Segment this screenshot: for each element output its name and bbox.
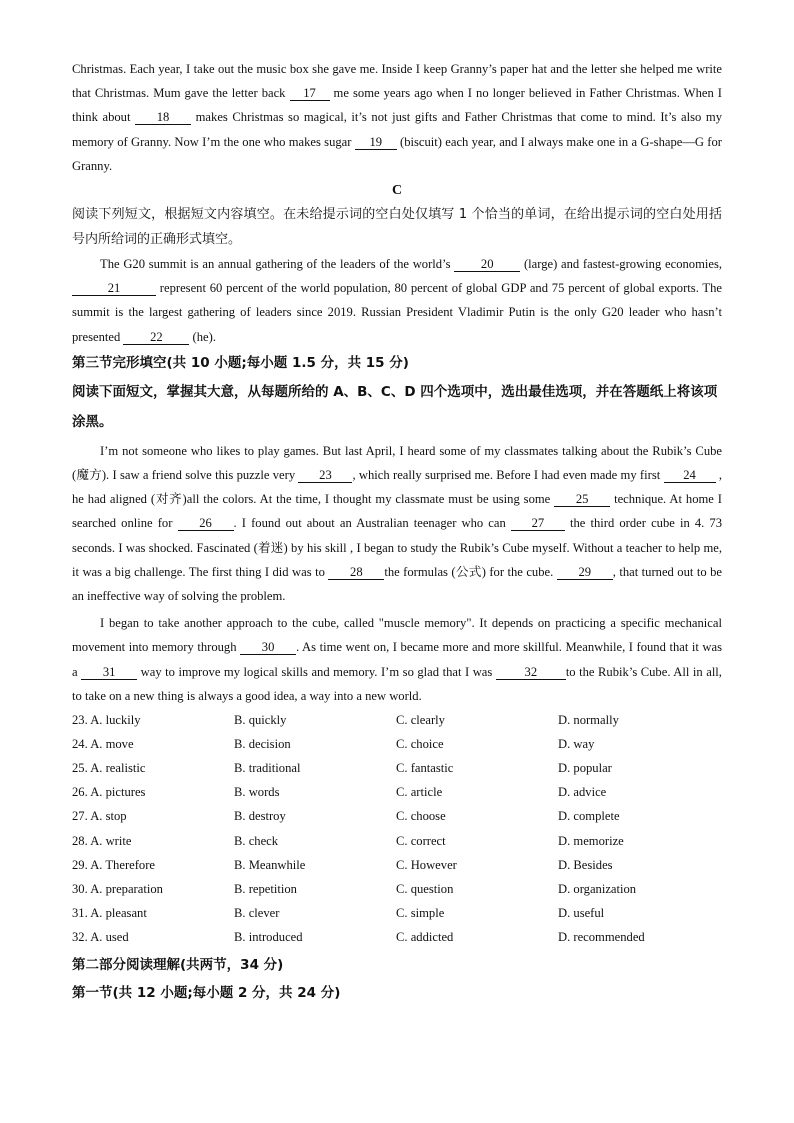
blank-23[interactable]: 23 bbox=[298, 468, 352, 483]
option[interactable]: B. quickly bbox=[234, 713, 287, 728]
blank-26[interactable]: 26 bbox=[178, 516, 234, 531]
option[interactable]: C. fantastic bbox=[396, 761, 454, 776]
option[interactable]: 29. A. Therefore bbox=[72, 857, 155, 872]
option[interactable]: D. way bbox=[558, 737, 595, 752]
passage-b-ending: Christmas. Each year, I take out the music box she gave me. Inside I keep Granny’s paper hat and the letter she helped me write that Christmas. Mum gave the letter back 17 me some years ago when I no longer believed in Father Christmas. When I think about 18 makes Christmas so magical, it’s not just gifts and Father Christmas that come to mind. It’s also my memory of Granny. Now I’m the one who makes sugar 19 (biscuit) each year, and I always make one in a G-shape—G for Granny. bbox=[72, 62, 722, 173]
option[interactable]: 32. A. used bbox=[72, 929, 129, 944]
option[interactable]: D. popular bbox=[558, 761, 612, 776]
option[interactable]: D. memorize bbox=[558, 833, 624, 848]
option-row-29 bbox=[72, 853, 722, 877]
blank-22[interactable]: 22 bbox=[123, 330, 189, 345]
option[interactable]: C. However bbox=[396, 857, 457, 872]
cloze-options bbox=[72, 708, 722, 949]
option[interactable]: 30. A. preparation bbox=[72, 881, 163, 896]
option[interactable]: 27. A. stop bbox=[72, 809, 127, 824]
option[interactable]: 28. A. write bbox=[72, 833, 132, 848]
blank-20[interactable]: 20 bbox=[454, 257, 520, 272]
blank-17[interactable]: 17 bbox=[290, 86, 330, 101]
blank-30[interactable]: 30 bbox=[240, 640, 296, 655]
option[interactable]: C. question bbox=[396, 881, 454, 896]
option[interactable]: 23. A. luckily bbox=[72, 713, 141, 728]
option[interactable]: B. repetition bbox=[234, 881, 297, 896]
exam-page bbox=[72, 57, 722, 1007]
option[interactable]: 31. A. pleasant bbox=[72, 905, 147, 920]
option[interactable]: D. advice bbox=[558, 785, 607, 800]
option[interactable]: B. clever bbox=[234, 905, 280, 920]
section-c-title: C bbox=[391, 183, 403, 199]
option[interactable]: B. Meanwhile bbox=[234, 857, 306, 872]
option[interactable]: B. traditional bbox=[234, 761, 301, 776]
option[interactable]: D. complete bbox=[558, 809, 620, 824]
option[interactable]: B. words bbox=[234, 785, 280, 800]
section3-heading: 第三节完形填空(共 10 小题;每小题 1.5 分，共 15 分) bbox=[72, 354, 409, 371]
option[interactable]: C. choice bbox=[396, 737, 444, 752]
blank-27[interactable]: 27 bbox=[511, 516, 565, 531]
option[interactable]: C. correct bbox=[396, 833, 446, 848]
option[interactable]: C. addicted bbox=[396, 929, 454, 944]
option[interactable]: C. simple bbox=[396, 905, 445, 920]
option[interactable]: 24. A. move bbox=[72, 737, 134, 752]
option-row-27 bbox=[72, 804, 722, 828]
option-row-23 bbox=[72, 708, 722, 732]
blank-29[interactable]: 29 bbox=[557, 565, 613, 580]
option[interactable]: C. choose bbox=[396, 809, 446, 824]
section-c-instructions: 阅读下列短文，根据短文内容填空。在未给提示词的空白处仅填写 1 个恰当的单词，在给出提示词的空白处用括号内所给词的正确形式填空。 bbox=[72, 207, 722, 247]
option[interactable]: C. clearly bbox=[396, 713, 445, 728]
section-c-passage: The G20 summit is an annual gathering of the leaders of the world’s 20 (large) and fastest-growing economies, 21 represent 60 percent of the world population, 80 percent of global GDP and 75 percent of global exports. The summit is the largest gathering of leaders since 2019. Russian President Vladimir Putin is the only G20 leader who hasn’t presented 22 (he). bbox=[72, 257, 723, 344]
option[interactable]: B. introduced bbox=[234, 929, 303, 944]
option[interactable]: B. decision bbox=[234, 737, 291, 752]
blank-21[interactable]: 21 bbox=[72, 281, 156, 296]
option[interactable]: D. organization bbox=[558, 881, 637, 896]
option-row-31 bbox=[72, 901, 722, 925]
part2-section1-heading: 第一节(共 12 小题;每小题 2 分，共 24 分) bbox=[72, 985, 341, 1001]
option-row-32 bbox=[72, 925, 722, 949]
blank-25[interactable]: 25 bbox=[554, 492, 610, 507]
blank-31[interactable]: 31 bbox=[81, 665, 137, 680]
part2-heading: 第二部分阅读理解(共两节，34 分) bbox=[72, 957, 284, 973]
blank-24[interactable]: 24 bbox=[664, 468, 716, 483]
section3-instruction: 阅读下面短文，掌握其大意，从每题所给的 A、B、C、D 四个选项中，选出最佳选项，并在答题纸上将该项涂黑。 bbox=[72, 383, 718, 430]
blank-19[interactable]: 19 bbox=[355, 135, 397, 150]
option-row-26 bbox=[72, 780, 722, 804]
blank-28[interactable]: 28 bbox=[328, 565, 384, 580]
cloze-paragraph-1: I’m not someone who likes to play games. But last April, I heard some of my classmates talking about the Rubik’s Cube (魔方). I saw a friend solve this puzzle very 23 , which really surprised me. Before I had even made my first 24 , he had aligned (对齐)all the colors. At the time, I thought my classmate must be using some 25 technique. At home I searched online for 26 . I found out about an Australian teenager who can 27 the third order cube in 4. 73 seconds. I was shocked. Fascinated (着迷) by his skill , I began to study the Rubik’s Cube myself. Without a teacher to help me, it was a big challenge. The first thing I did was to 28 the formulas (公式) for the cube. 29 , that turned out to be an ineffective way of solving the problem. bbox=[72, 443, 723, 604]
option[interactable]: D. Besides bbox=[558, 857, 613, 872]
option[interactable]: B. check bbox=[234, 833, 279, 848]
option[interactable]: B. destroy bbox=[234, 809, 286, 824]
option-row-25 bbox=[72, 756, 722, 780]
option-row-30 bbox=[72, 877, 722, 901]
blank-18[interactable]: 18 bbox=[135, 110, 191, 125]
option-row-24 bbox=[72, 732, 722, 756]
option-row-28 bbox=[72, 829, 722, 853]
option[interactable]: D. normally bbox=[558, 713, 619, 728]
option[interactable]: 26. A. pictures bbox=[72, 785, 146, 800]
blank-32[interactable]: 32 bbox=[496, 665, 566, 680]
option[interactable]: C. article bbox=[396, 785, 443, 800]
option[interactable]: D. useful bbox=[558, 905, 605, 920]
option[interactable]: D. recommended bbox=[558, 929, 645, 944]
option[interactable]: 25. A. realistic bbox=[72, 761, 146, 776]
cloze-paragraph-2: I began to take another approach to the cube, called "muscle memory". It depends on practicing a specific mechanical movement into memory through 30 . As time went on, I became more and more skillful. Meanwhile, I found that it was a 31 way to improve my logical skills and memory. I’m so glad that I was 32 to the Rubik’s Cube. All in all, to take on a new thing is always a good idea, a way into a new world. bbox=[72, 616, 722, 703]
